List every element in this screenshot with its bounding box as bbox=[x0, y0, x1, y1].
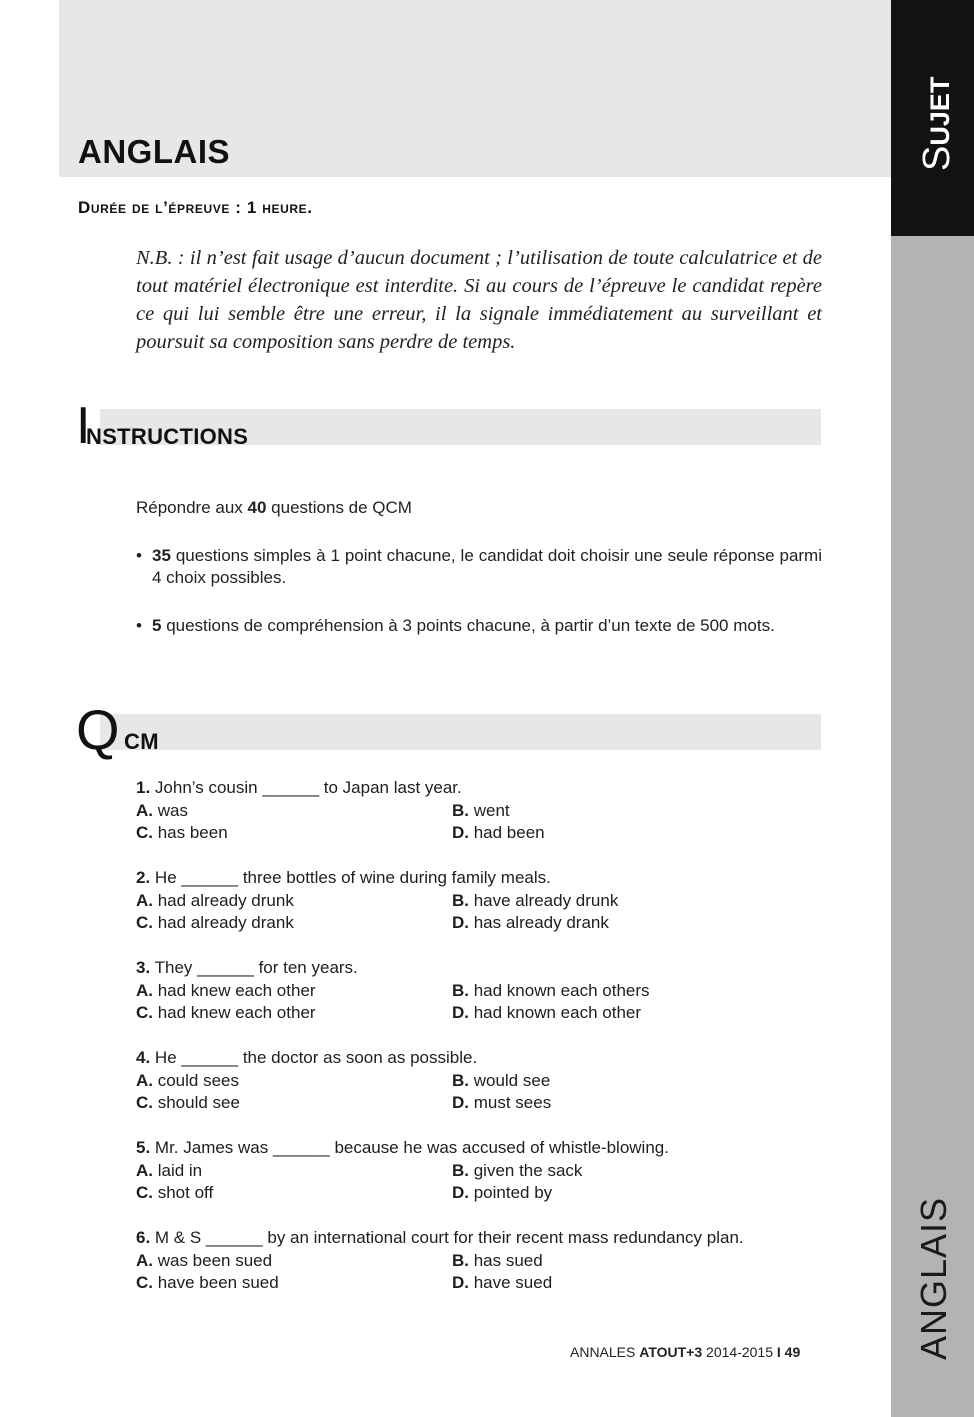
answer-a: A. was bbox=[136, 800, 188, 820]
sidebar-sujet-label: SUJET bbox=[916, 76, 958, 171]
question-2: 2. He ______ three bottles of wine during family meals. A. had already drunk B. have already drunk C. had already drank D. has already drank bbox=[136, 867, 826, 935]
answer-b: B. given the sack bbox=[452, 1160, 583, 1180]
answer-c: C. has been bbox=[136, 823, 228, 842]
qcm-heading: CM bbox=[124, 729, 159, 754]
sidebar-subject-label: ANGLAIS bbox=[913, 1196, 954, 1360]
answer-c: C. shot off bbox=[136, 1183, 214, 1202]
instruction-bullet: • 5 questions de compréhension à 3 points chacune, à partir d’un texte de 500 mots. bbox=[136, 616, 775, 635]
page-number: 49 bbox=[780, 1344, 801, 1360]
answer-d: D. had known each other bbox=[452, 1003, 642, 1022]
answer-b: B. has sued bbox=[452, 1250, 543, 1270]
answer-a: A. was been sued bbox=[136, 1250, 273, 1270]
bullet-icon: • bbox=[136, 616, 142, 635]
question-5: 5. Mr. James was ______ because he was accused of whistle-blowing. A. laid in B. given the sack C. shot off D. pointed by bbox=[136, 1137, 826, 1205]
answer-b: B. went bbox=[452, 800, 510, 820]
instruction-bullet: • 35 questions simples à 1 point chacune, le candidat doit choisir une seule réponse parmi 4 choix possibles. bbox=[136, 546, 822, 587]
exam-duration: Durée de l’épreuve : 1 heure. bbox=[78, 198, 313, 217]
answer-a: A. laid in bbox=[136, 1160, 203, 1180]
answer-a: A. had already drunk bbox=[136, 890, 294, 910]
answer-c: C. have been sued bbox=[136, 1273, 279, 1292]
answer-d: D. pointed by bbox=[452, 1183, 553, 1202]
answer-c: C. should see bbox=[136, 1093, 240, 1112]
answer-d: D. have sued bbox=[452, 1273, 553, 1292]
answer-d: D. has already drank bbox=[452, 913, 609, 932]
answer-a: A. could sees bbox=[136, 1070, 239, 1090]
instructions-heading: NSTRUCTIONS bbox=[86, 424, 249, 449]
answer-c: C. had already drank bbox=[136, 913, 294, 932]
answer-d: D. must sees bbox=[452, 1093, 552, 1112]
answer-b: B. had known each others bbox=[452, 980, 650, 1000]
answer-c: C. had knew each other bbox=[136, 1003, 316, 1022]
footer-separator: I bbox=[776, 1344, 781, 1360]
exam-note: N.B. : il n’est fait usage d’aucun document ; l’utilisation de toute calculatrice et de tout matériel électronique est interdite. Si au cours de l’épreuve le candidat repère ce qui lui semble être une erreur, il la signale immédiatement au surveillant et poursuit sa composition sans perdre de temps. bbox=[136, 247, 822, 353]
answer-a: A. had knew each other bbox=[136, 980, 316, 1000]
qcm-heading-band bbox=[100, 714, 821, 750]
question-6: 6. M & S ______ by an international court for their recent mass redundancy plan. A. was been sued B. has sued C. have been sued D. have sued bbox=[136, 1227, 826, 1295]
answer-b: B. have already drunk bbox=[452, 890, 619, 910]
page-title: ANGLAIS bbox=[78, 133, 230, 170]
page-footer: ANNALES ATOUT+3 2014-2015 I 49 bbox=[570, 1344, 801, 1360]
qcm-heading-initial: Q bbox=[76, 698, 120, 761]
question-1: 1. John’s cousin ______ to Japan last year. A. was B. went C. has been D. had been bbox=[136, 777, 826, 845]
answer-b: B. would see bbox=[452, 1070, 551, 1090]
answer-d: D. had been bbox=[452, 823, 545, 842]
instructions-heading-initial: I bbox=[76, 397, 91, 455]
instructions-intro: Répondre aux 40 questions de QCM bbox=[136, 498, 412, 517]
bullet-icon: • bbox=[136, 546, 142, 565]
question-4: 4. He ______ the doctor as soon as possible. A. could sees B. would see C. should see D. must sees bbox=[136, 1047, 826, 1115]
question-3: 3. They ______ for ten years. A. had knew each other B. had known each others C. had knew each other D. had known each other bbox=[136, 957, 826, 1025]
